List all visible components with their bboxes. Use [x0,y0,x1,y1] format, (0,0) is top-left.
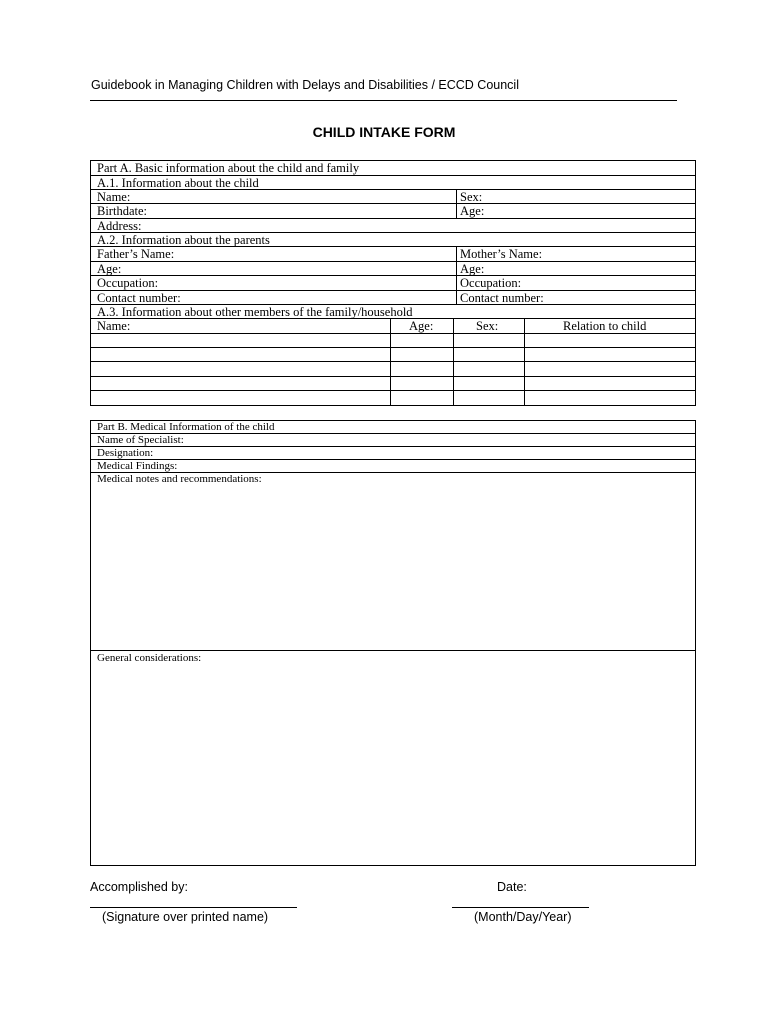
table-row[interactable] [91,391,695,405]
date-label: Date: [497,880,527,894]
specialist-field[interactable]: Name of Specialist: [97,434,184,446]
members-col-name: Name: [97,319,131,333]
date-line[interactable] [452,907,589,908]
medical-notes-field[interactable]: Medical notes and recommendations: [97,473,262,485]
signature-caption: (Signature over printed name) [102,910,269,924]
mother-occupation-field[interactable]: Occupation: [460,276,522,290]
members-col-relation: Relation to child [563,319,647,333]
child-sex-field[interactable]: Sex: [460,190,483,204]
designation-field[interactable]: Designation: [97,447,154,459]
header-rule [90,100,677,101]
a3-heading: A.3. Information about other members of the family/household [97,305,413,319]
table-row[interactable] [91,348,695,361]
form-title: CHILD INTAKE FORM [312,124,456,140]
child-age-field[interactable]: Age: [460,204,485,218]
mother-contact-field[interactable]: Contact number: [460,291,544,305]
accomplished-by-label: Accomplished by: [90,880,188,894]
part-b-border [90,420,696,866]
father-age-field[interactable]: Age: [97,262,122,276]
members-col-age: Age: [409,319,434,333]
part-a-heading: Part A. Basic information about the child and family [97,161,360,175]
a1-heading: A.1. Information about the child [97,176,259,190]
mother-name-field[interactable]: Mother’s Name: [460,247,543,261]
running-header: Guidebook in Managing Children with Delays and Disabilities / ECCD Council [91,78,519,92]
members-col-sex: Sex: [476,319,499,333]
part-b-heading: Part B. Medical Information of the child [97,421,275,433]
a2-heading: A.2. Information about the parents [97,233,270,247]
child-name-field[interactable]: Name: [97,190,131,204]
table-row[interactable] [91,334,695,347]
signature-line[interactable] [90,907,297,908]
child-birthdate-field[interactable]: Birthdate: [97,204,147,218]
mother-age-field[interactable]: Age: [460,262,485,276]
child-address-field[interactable]: Address: [97,219,142,233]
father-occupation-field[interactable]: Occupation: [97,276,159,290]
date-caption: (Month/Day/Year) [474,910,572,924]
table-row[interactable] [91,377,695,390]
father-contact-field[interactable]: Contact number: [97,291,181,305]
father-name-field[interactable]: Father’s Name: [97,247,175,261]
findings-field[interactable]: Medical Findings: [97,460,178,472]
table-row[interactable] [91,362,695,375]
general-considerations-field[interactable]: General considerations: [97,652,202,664]
